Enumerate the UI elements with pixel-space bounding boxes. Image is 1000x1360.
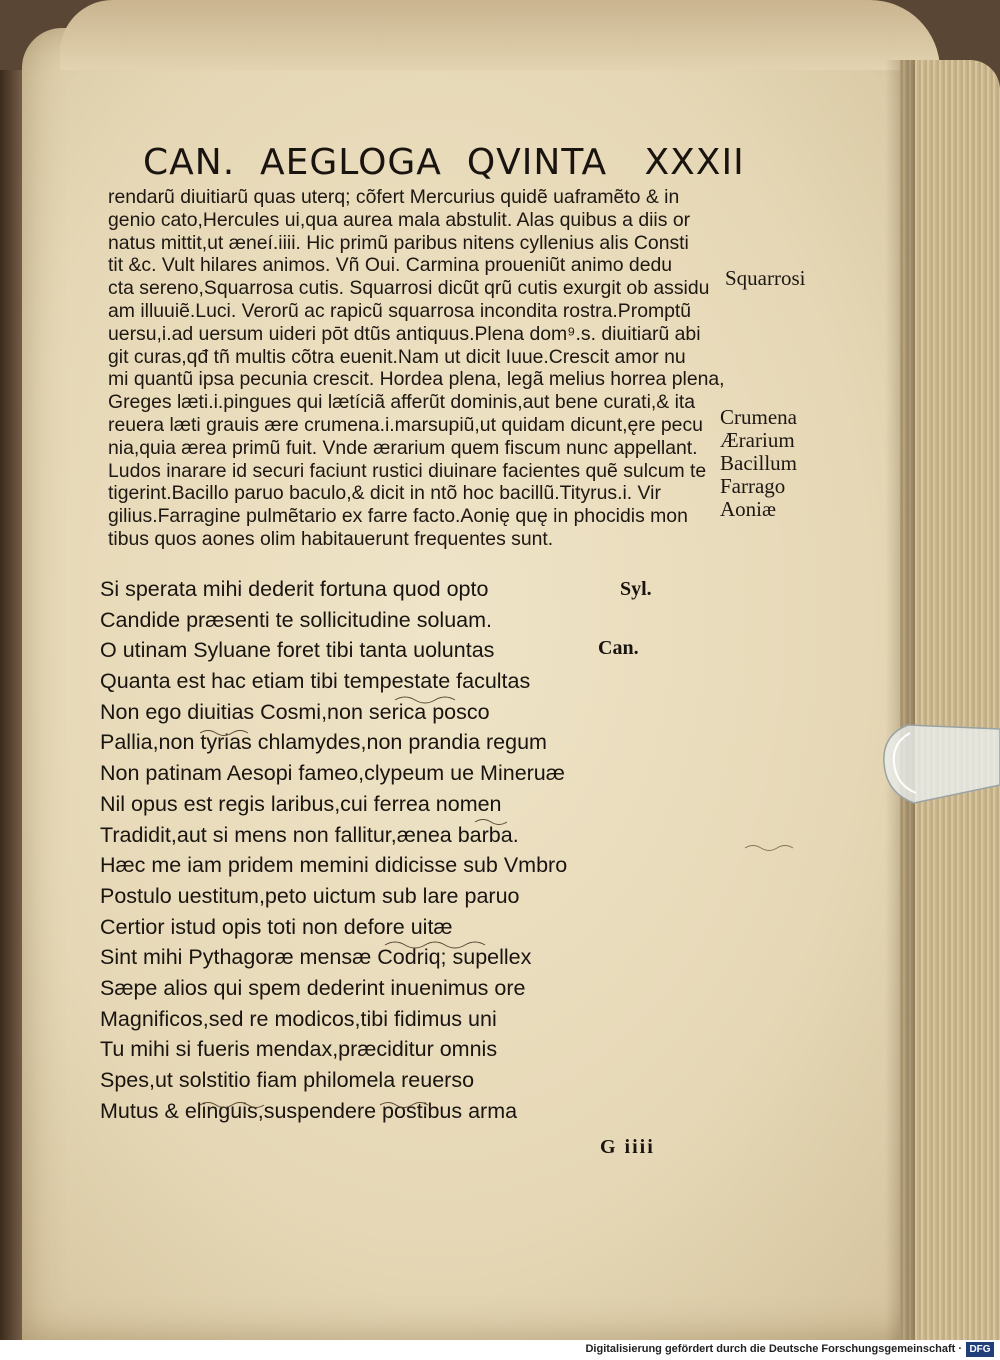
page-clip	[880, 715, 1000, 810]
margin-note-aoniae: Aoniæ	[720, 497, 777, 521]
commentary-line: cta sereno,Squarrosa cutis. Squarrosi dicũt qrũ cutis exurgit ob assidu	[108, 277, 710, 300]
verse-line: Certior istud opis toti non defore uitæ	[100, 914, 453, 939]
dfg-logo: DFG	[966, 1342, 994, 1357]
commentary-line: git curas,qđ tñ multis cõtra euenit.Nam ut dicit Iuue.Crescit amor nu	[108, 345, 686, 368]
running-header: CAN. AEGLOGA QVINTA XXXII	[143, 142, 745, 183]
verse-line: Nil opus est regis laribus,cui ferrea nomen	[100, 791, 502, 816]
commentary-line: reuera læti grauis ære crumena.i.marsupiũ,ut quidam dicunt,ęre pecu	[108, 413, 703, 436]
verse-line: Candide præsenti te sollicitudine soluam.	[100, 607, 492, 632]
verse-line: Postulo uestitum,peto uictum sub lare paruo	[100, 883, 520, 908]
commentary-line: am illuuiẽ.Luci. Verorũ ac rapicũ squarrosa incondita rostra.Promptũ	[108, 299, 692, 322]
verse-line: Non patinam Aesopi fameo,clypeum ue Mineruæ	[100, 761, 565, 786]
commentary-line: mi quantũ ipsa pecunia crescit. Hordea plena, legã melius horrea plena,	[108, 368, 725, 391]
commentary-line: rendarũ diuitiarũ quas uterq; cõfert Mercurius quidẽ uaframẽto & in	[108, 186, 680, 208]
commentary-line: tigerint.Bacillo paruo baculo,& dicit in ntõ hoc bacillũ.Tityrus.i. Vir	[108, 482, 661, 505]
funding-credit: Digitalisierung gefördert durch die Deutsche Forschungsgemeinschaft ·	[585, 1343, 962, 1355]
verse-line: Tradidit,aut si mens non fallitur,ænea barba.	[100, 822, 519, 847]
commentary-line: tibus quos aones olim habitauerunt frequentes sunt.	[108, 527, 554, 550]
margin-note-aerarium: Ærarium	[720, 428, 795, 452]
commentary-line: tit &c. Vult hilares animos. Vñ Oui. Carmina proueniũt animo dedu	[108, 254, 673, 277]
verse-line: Quanta est hac etiam tibi tempestate facultas	[100, 669, 531, 694]
margin-note-squarrosi: Squarrosi	[725, 266, 806, 290]
commentary-line: Greges læti.i.pingues qui lætíciã afferũt dominis,aut bene curati,& ita	[108, 391, 696, 414]
commentary-line: nia,quia ærea primũ fuit. Vnde ærarium quem fiscum nunc appellant.	[108, 436, 698, 459]
verse-line: Sint mihi Pythagoræ mensæ Codriq; supellex	[100, 945, 532, 970]
margin-note-crumena: Crumena	[720, 405, 797, 429]
verse-line: Si sperata mihi dederit fortuna quod opto	[100, 577, 489, 601]
verse-line: Pallia,non tyrias chlamydes,non prandia regum	[100, 730, 547, 755]
footer-bar	[0, 1340, 1000, 1360]
commentary-line: natus mittit,ut æneí.iiii. Hic primũ paribus nitens cyllenius alis Consti	[108, 231, 689, 254]
verse-line: Magnificos,sed re modicos,tibi fidimus uni	[100, 1006, 497, 1031]
commentary-line: gilius.Farragine pulmẽtario ex farre facto.Aonię quę in phocidis mon	[108, 505, 688, 528]
verse-line: Tu mihi si fueris mendax,præciditur omnis	[100, 1037, 498, 1062]
commentary-line: Ludos inarare id securi faciunt rustici diuinare facientes quẽ sulcum te	[108, 459, 707, 482]
margin-note-farrago: Farrago	[720, 474, 786, 498]
speaker-label-syl: Syl.	[620, 578, 652, 600]
verse-line: Non ego diuitias Cosmi,non serica posco	[100, 699, 490, 724]
verse-line: O utinam Syluane foret tibi tanta uoluntas	[100, 638, 495, 663]
commentary-line: genio cato,Hercules ui,qua aurea mala abstulit. Alas quibus a diis or	[108, 208, 691, 231]
speaker-label-can: Can.	[598, 637, 639, 659]
verse-line: Spes,ut solstitio fiam philomela reuerso	[100, 1068, 475, 1092]
verse-line: Sæpe alios qui spem dederint inuenimus ore	[100, 975, 526, 1000]
margin-note-bacillum: Bacillum	[720, 451, 797, 475]
verse-line: Mutus & elinguis,suspendere postibus arma	[100, 1098, 518, 1123]
commentary-line: uersu,i.ad uersum uideri pōt dtũs antiquus.Plena dom⁹.s. diuitiarũ abi	[108, 322, 701, 345]
signature-mark: G iiii	[600, 1136, 655, 1158]
verse-line: Hæc me iam pridem memini didicisse sub Vmbro	[100, 853, 568, 878]
